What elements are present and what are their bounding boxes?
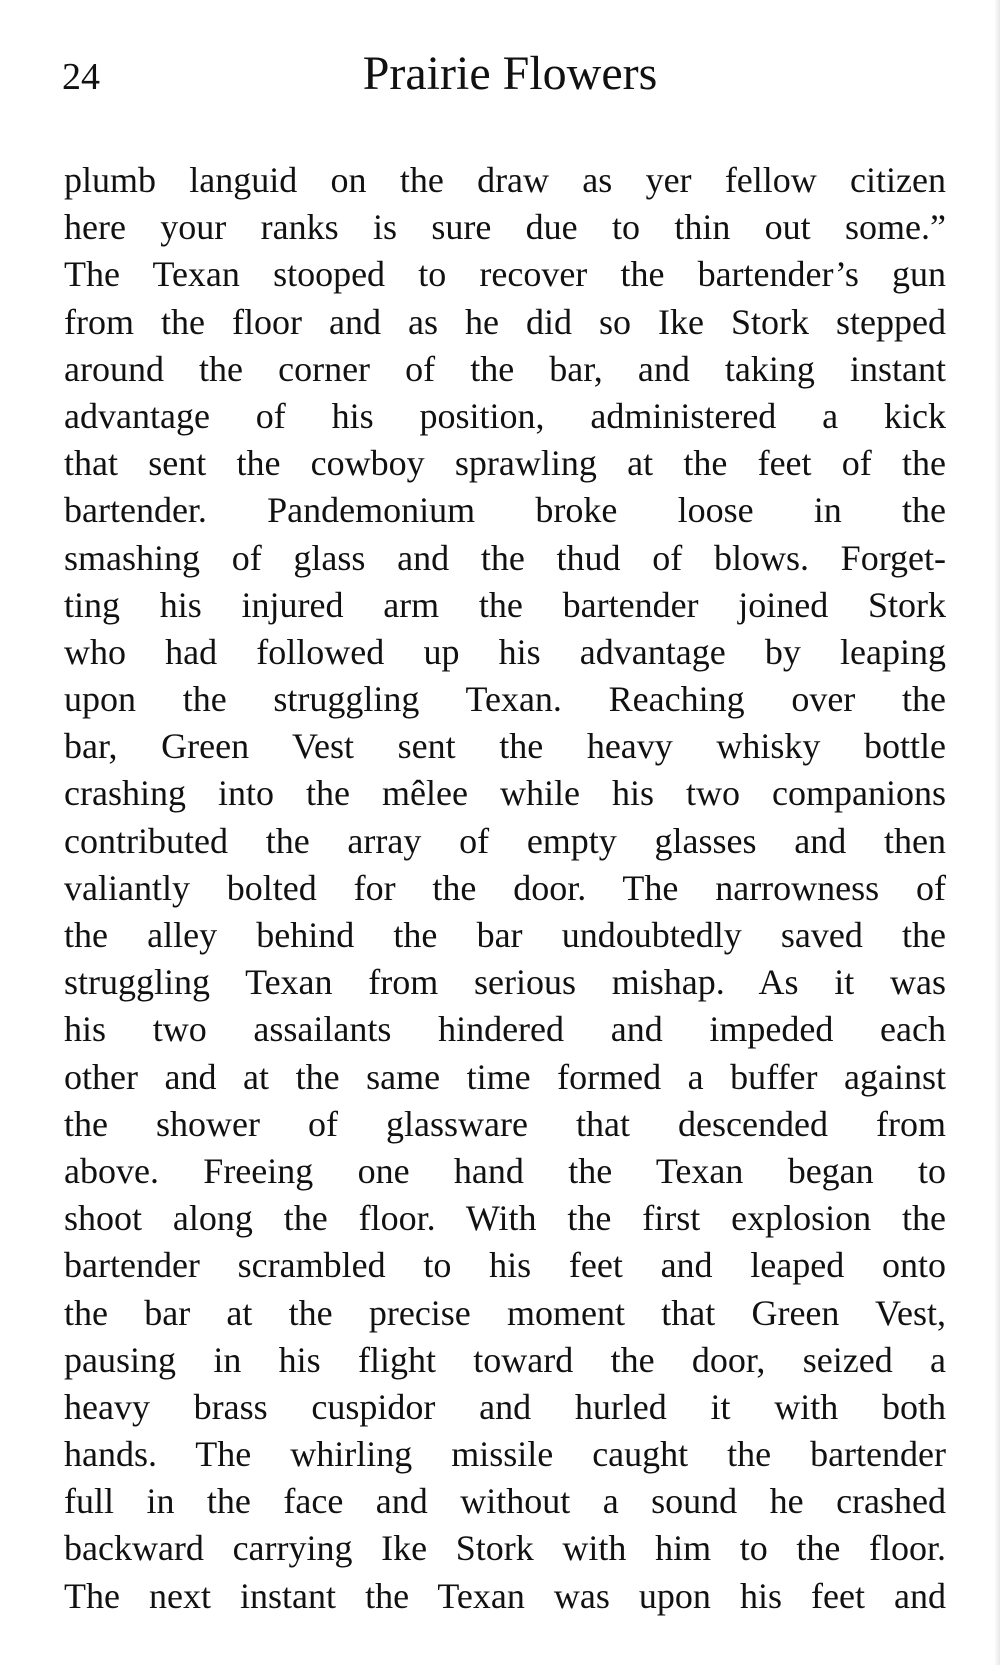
text-line: the shower of glassware that descended from [64,1103,946,1144]
page-number: 24 [62,56,100,98]
text-line: plumb languid on the draw as yer fellow citizen [64,160,946,200]
text-line: other and at the same time formed a buffer against [64,1056,946,1097]
text-line: The Texan stooped to recover the bartender’s gun [64,254,946,295]
text-line: that sent the cowboy sprawling at the feet of the [64,443,946,484]
text-line: upon the struggling Texan. Reaching over the [64,679,946,720]
page-edge [994,0,1000,1665]
text-line: who had followed up his advantage by leaping [64,631,946,672]
text-line: advantage of his position, administered a kick [64,395,946,436]
text-line: smashing of glass and the thud of blows. Forget- [64,537,946,578]
text-line: shoot along the floor. With the first explosion the [64,1198,946,1239]
text-line: from the floor and as he did so Ike Stork stepped [64,301,946,342]
text-line: bar, Green Vest sent the heavy whisky bottle [64,726,946,767]
text-line: backward carrying Ike Stork with him to the floor. [64,1528,946,1569]
text-line: above. Freeing one hand the Texan began to [64,1150,946,1191]
text-line: crashing into the mêlee while his two companions [64,773,946,814]
text-line: the bar at the precise moment that Green Vest, [64,1292,946,1333]
text-line: the alley behind the bar undoubtedly saved the [64,915,946,955]
text-line: hands. The whirling missile caught the bartender [64,1434,946,1475]
text-line: The next instant the Texan was upon his feet and [64,1575,946,1616]
body-text [64,157,946,1620]
text-line: here your ranks is sure due to thin out some.” [64,207,946,248]
text-line: around the corner of the bar, and taking instant [64,348,946,389]
text-line: valiantly bolted for the door. The narrowness of [64,867,946,908]
text-line: heavy brass cuspidor and hurled it with both [64,1386,946,1427]
text-line: bartender scrambled to his feet and leaped onto [64,1245,946,1286]
text-line: full in the face and without a sound he crashed [64,1481,946,1522]
text-line: contributed the array of empty glasses and then [64,820,946,861]
text-line: struggling Texan from serious mishap. As it was [64,962,946,1003]
running-title: Prairie Flowers [362,47,658,100]
text-line: pausing in his flight toward the door, seized a [64,1339,946,1380]
text-line: his two assailants hindered and impeded each [64,1009,946,1050]
text-line: bartender. Pandemonium broke loose in the [64,490,946,531]
text-line: ting his injured arm the bartender joined Stork [64,584,946,625]
